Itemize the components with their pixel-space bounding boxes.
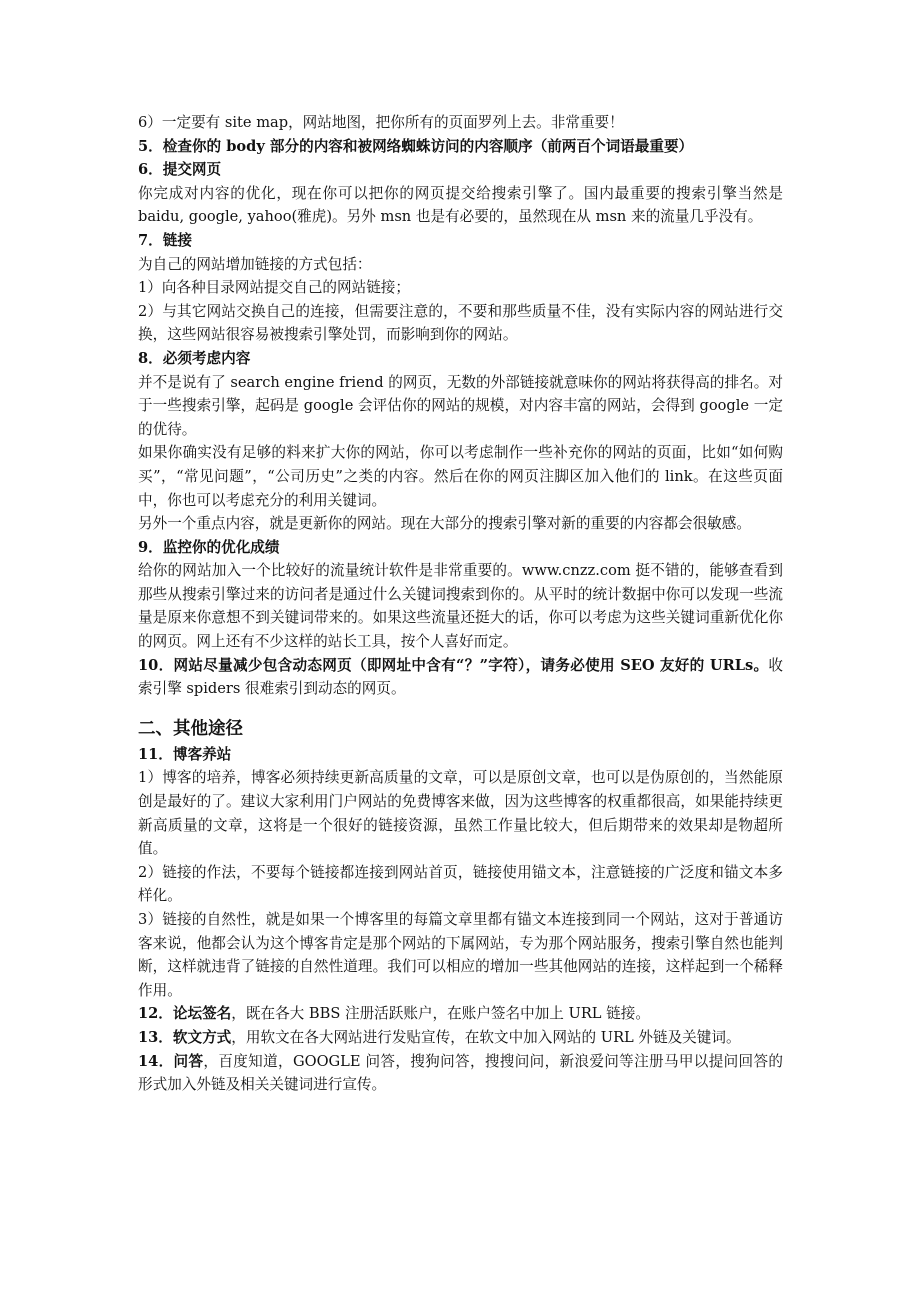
paragraph-content-update: 另外一个重点内容，就是更新你的网站。现在大部分的搜索引擎对新的重要的内容都会很敏感。 bbox=[138, 515, 751, 533]
paragraph-monitor: 给你的网站加入一个比较好的流量统计软件是非常重要的。www.cnzz.com 挺不错的，能够查看到那些从搜索引擎过来的访问者是通过什么关键词搜索到你的。从平时的统计数据中你可以发现一些流量是原来你意想不到关键词带来的。如果这些流量还挺大的话，你可以考虑为这些关键词重新优化你的网页。网上还有不少这样的站长工具，按个人喜好而定。 bbox=[138, 562, 783, 651]
paragraph-soft-article bbox=[138, 1026, 783, 1050]
paragraph-blog-link-method: 2）链接的作法，不要每个链接都连接到网站首页，链接使用锚文本，注意链接的广泛度和锚文本多样化。 bbox=[138, 863, 783, 905]
paragraph-blog-naturalness: 3）链接的自然性，就是如果一个博客里的每篇文章里都有锚文本连接到同一个网站，这对于普通访客来说，他都会认为这个博客肯定是那个网站的下属网站，专为那个网站服务，搜索引擎自然也能判断，这样就违背了链接的自然性道理。我们可以相应的增加一些其他网站的连接，这样起到一个稀释作用。 bbox=[138, 911, 783, 999]
paragraph-sitemap: 6）一定要有 site map，网站地图，把你所有的页面罗列上去。非常重要！ bbox=[138, 114, 624, 131]
paragraph-links-intro: 为自己的网站增加链接的方式包括： bbox=[138, 255, 372, 273]
document-page bbox=[138, 111, 783, 1097]
section-title-other: 二、其他途径 bbox=[138, 718, 243, 739]
paragraph-links-exchange: 2）与其它网站交换自己的连接，但需要注意的，不要和那些质量不佳，没有实际内容的网站进行交换，这些网站很容易被搜索引擎处罚，而影响到你的网站。 bbox=[138, 302, 783, 344]
paragraph-links-directory: 1）向各种目录网站提交自己的网站链接； bbox=[138, 279, 410, 297]
paragraph-forum-signature bbox=[138, 1002, 783, 1026]
forum-signature-text: ，既在各大 BBS 注册活跃账户，在账户签名中加上 URL 链接。 bbox=[231, 1005, 650, 1023]
paragraph-content-ranking: 并不是说有了 search engine friend 的网页，无数的外部链接就意味你的网站将获得高的排名。对于一些搜索引擎，起码是 google 会评估你的网站的规模，对内容丰富的网站，会得到 google 一定的优待。 bbox=[138, 373, 783, 438]
paragraph-content-pages: 如果你确实没有足够的料来扩大你的网站，你可以考虑制作一些补充你的网站的页面，比如“如何购买”，“常见问题”，“公司历史”之类的内容。然后在你的网页注脚区加入他们的 link。在这些页面中，你也可以考虑充分的利用关键词。 bbox=[138, 444, 783, 509]
paragraph-qa bbox=[138, 1050, 783, 1097]
heading-6-submit: 6．提交网页 bbox=[138, 161, 222, 179]
soft-article-text: ，用软文在各大网站进行发贴宣传，在软文中加入网站的 URL 外链及关键词。 bbox=[231, 1028, 741, 1046]
heading-5-body-order: 5．检查你的 body 部分的内容和被网络蜘蛛访问的内容顺序（前两百个词语最重要） bbox=[138, 137, 694, 155]
heading-11-blog: 11．博客养站 bbox=[138, 745, 232, 763]
heading-9-monitor: 9．监控你的优化成绩 bbox=[138, 538, 280, 556]
paragraph-dynamic-pages bbox=[138, 654, 783, 701]
qa-text: ，百度知道，GOOGLE 问答，搜狗问答，搜搜问问，新浪爱问等注册马甲以提问回答的形式加入外链及相关关键词进行宣传。 bbox=[138, 1052, 783, 1094]
paragraph-blog-cultivate: 1）博客的培养，博客必须持续更新高质量的文章，可以是原创文章，也可以是伪原创的，当然能原创是最好的了。建议大家利用门户网站的免费博客来做，因为这些博客的权重都很高，如果能持续更新高质量的文章，这将是一个很好的链接资源，虽然工作量比较大，但后期带来的效果却是物超所值。 bbox=[138, 769, 783, 858]
heading-14-qa: 14．问答 bbox=[138, 1052, 204, 1070]
heading-12-forum: 12．论坛签名 bbox=[138, 1005, 232, 1023]
heading-10-dynamic: 10．网站尽量减少包含动态网页（即网址中含有“？”字符），请务必使用 SEO 友好的 URLs。 bbox=[138, 656, 769, 674]
heading-7-links: 7．链接 bbox=[138, 231, 192, 249]
dynamic-pages-text: 收索引擎 spiders 很难索引到动态的网页。 bbox=[138, 656, 783, 698]
heading-13-soft-article: 13．软文方式 bbox=[138, 1028, 232, 1046]
paragraph-submit: 你完成对内容的优化，现在你可以把你的网页提交给搜索引擎了。国内最重要的搜索引擎当然是 baidu, google, yahoo(雅虎)。另外 msn 也是有必要的，虽然现在从 msn 来的流量几乎没有。 bbox=[138, 184, 783, 226]
heading-8-content: 8．必须考虑内容 bbox=[138, 349, 251, 367]
